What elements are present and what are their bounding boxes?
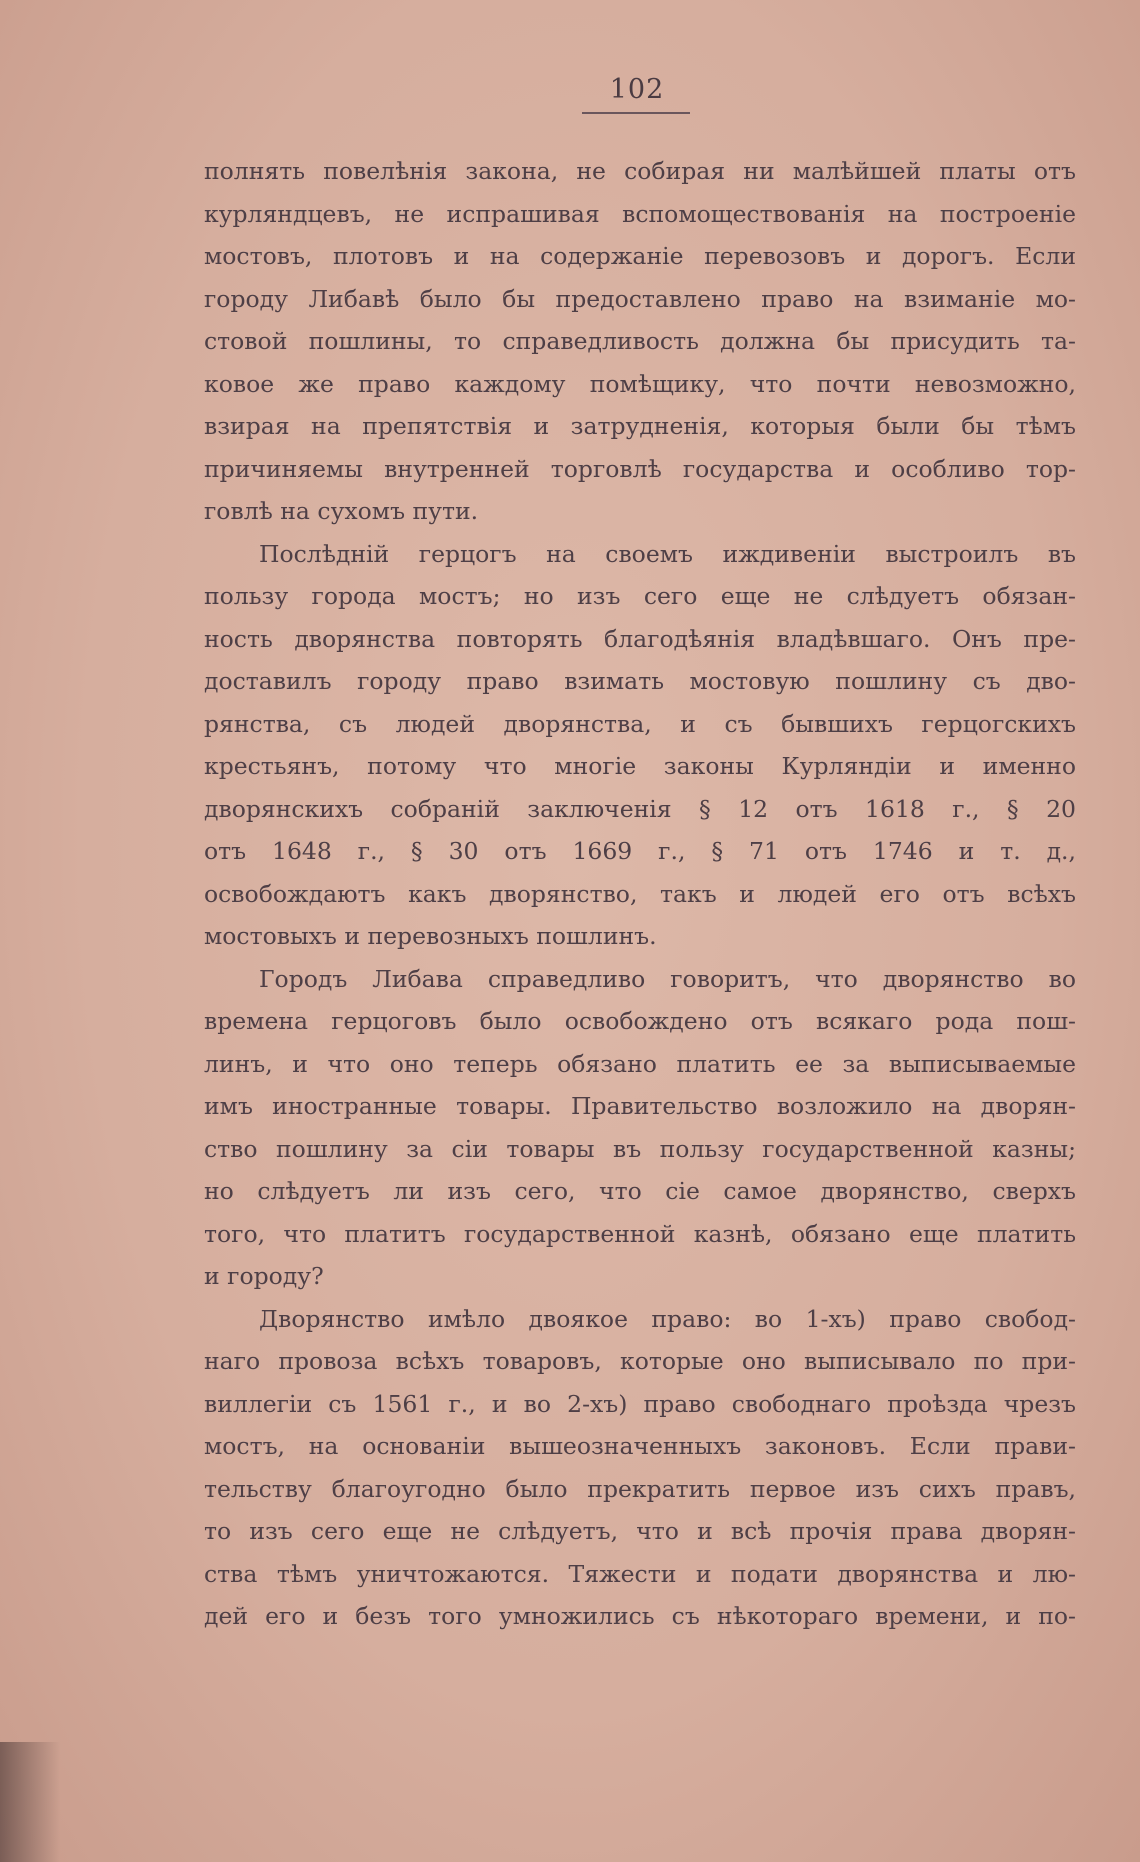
- page-number: 102: [609, 74, 665, 105]
- text-line: взирая на препятствія и затрудненія, которыя были бы тѣмъ: [204, 412, 1076, 440]
- body-text: [204, 150, 1076, 1638]
- text-line: мостовыхъ и перевозныхъ пошлинъ.: [204, 922, 657, 950]
- text-line: доставилъ городу право взимать мостовую пошлину съ дво-: [204, 667, 1076, 695]
- text-line: линъ, и что оно теперь обязано платить ее за выписываемые: [204, 1049, 1076, 1078]
- text-line: стовой пошлины, то справедливость должна бы присудить та-: [204, 327, 1076, 355]
- text-line: того, что платитъ государственной казнѣ, обязано еще платить: [204, 1219, 1076, 1248]
- text-line: тельству благоугодно было прекратить первое изъ сихъ правъ,: [204, 1474, 1076, 1503]
- text-line: наго провоза всѣхъ товаровъ, которые оно выписывало по при-: [204, 1347, 1076, 1375]
- text-line: то изъ сего еще не слѣдуетъ, что и всѣ прочія права дворян-: [204, 1517, 1076, 1545]
- text-line: дей его и безъ того умножились съ нѣкотораго времени, и по-: [204, 1602, 1076, 1630]
- text-line: причиняемы внутренней торговлѣ государства и особливо тор-: [204, 454, 1076, 483]
- page-corner-shadow: [0, 1742, 60, 1862]
- text-line: Дворянство имѣло двоякое право: во 1-хъ) право свобод-: [259, 1304, 1076, 1333]
- text-line: говлѣ на сухомъ пути.: [204, 497, 479, 525]
- text-line: ство пошлину за сіи товары въ пользу государственной казны;: [204, 1134, 1076, 1163]
- text-line: мостъ, на основаніи вышеозначенныхъ законовъ. Если прави-: [204, 1432, 1076, 1460]
- page-number-rule: [582, 112, 690, 114]
- text-line: ность дворянства повторять благодѣянія владѣвшаго. Онъ пре-: [204, 624, 1076, 653]
- text-line: виллегіи съ 1561 г., и во 2-хъ) право свободнаго проѣзда чрезъ: [204, 1389, 1076, 1418]
- text-line: времена герцоговъ было освобождено отъ всякаго рода пош-: [204, 1007, 1076, 1035]
- text-line: имъ иностранные товары. Правительство возложило на дворян-: [204, 1092, 1076, 1120]
- text-line: но слѣдуетъ ли изъ сего, что сіе самое дворянство, сверхъ: [204, 1177, 1076, 1205]
- text-line: Городъ Либава справедливо говоритъ, что дворянство во: [259, 964, 1076, 993]
- text-line: городу Либавѣ было бы предоставлено право на взиманіе мо-: [204, 284, 1076, 313]
- text-line: ства тѣмъ уничтожаются. Тяжести и подати дворянства и лю-: [204, 1559, 1076, 1588]
- text-line: полнять повелѣнія закона, не собирая ни малѣйшей платы отъ: [204, 157, 1076, 185]
- text-line: курляндцевъ, не испрашивая вспомоществованія на построеніе: [204, 199, 1076, 228]
- text-line: Послѣдній герцогъ на своемъ иждивеніи выстроилъ въ: [259, 539, 1076, 568]
- text-line: отъ 1648 г., § 30 отъ 1669 г., § 71 отъ 1746 и т. д.,: [204, 837, 1076, 865]
- text-line: ковое же право каждому помѣщику, что почти невозможно,: [204, 369, 1076, 398]
- text-line: пользу города мостъ; но изъ сего еще не слѣдуетъ обязан-: [204, 582, 1076, 610]
- text-line: крестьянъ, потому что многіе законы Курляндіи и именно: [204, 752, 1076, 780]
- text-line: и городу?: [204, 1262, 324, 1290]
- text-line: дворянскихъ собраній заключенія § 12 отъ 1618 г., § 20: [204, 794, 1076, 823]
- text-line: рянства, съ людей дворянства, и съ бывшихъ герцогскихъ: [204, 709, 1076, 738]
- text-line: освобождаютъ какъ дворянство, такъ и людей его отъ всѣхъ: [204, 879, 1076, 908]
- text-line: мостовъ, плотовъ и на содержаніе перевозовъ и дорогъ. Если: [204, 242, 1076, 270]
